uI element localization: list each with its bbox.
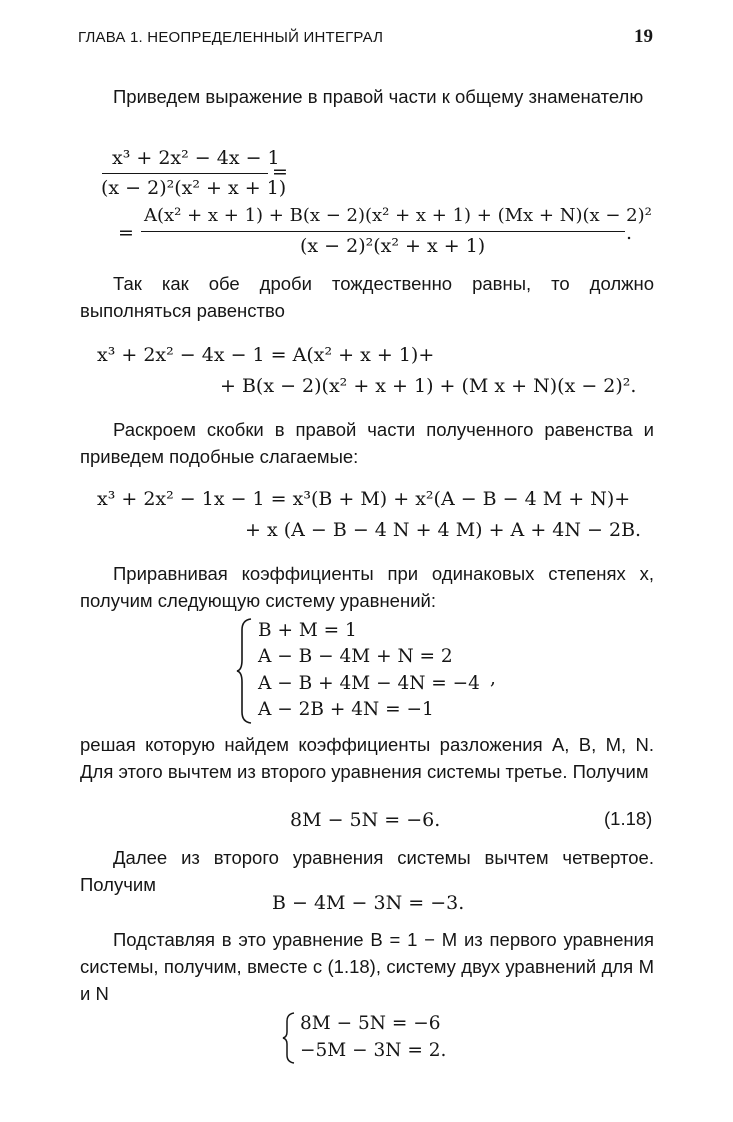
- system1-eq3: A − B + 4M − 4N = −4: [258, 673, 480, 694]
- formula3-line2: + B(x − 2)(x² + x + 1) + (M x + N)(x − 2)².: [220, 375, 637, 397]
- paragraph-subtract-fourth: Далее из второго уравнения системы вычтем четвертое. Получим: [80, 847, 654, 895]
- paragraph-substitute: Подставляя в это уравнение B = 1 − M из первого уравнения системы, получим, вместе с (1.18), систему двух уравнений для M и N: [80, 929, 654, 1004]
- formula2-fraction-bar: [141, 231, 625, 232]
- paragraph-solving: решая которую найдем коэффициенты разложения A, B, M, N. Для этого вычтем из второго уравнения системы третье. Получим: [80, 734, 654, 782]
- formula1-fraction-bar: [102, 173, 268, 174]
- formula4-line2: + x (A − B − 4 N + 4 M) + A + 4N − 2B.: [245, 519, 642, 541]
- formula4-line1: x³ + 2x² − 1x − 1 = x³(B + M) + x²(A − B − 4 M + N)+: [97, 488, 631, 510]
- formula1-numerator: x³ + 2x² − 4x − 1: [112, 147, 280, 169]
- equation-number: (1.18): [604, 808, 653, 829]
- equation-1-18: 8M − 5N = −6.: [290, 809, 441, 831]
- system2-eq2: −5M − 3N = 2.: [300, 1040, 447, 1061]
- paragraph-expand-brackets: Раскроем скобки в правой части полученного равенства и приведем подобные слагаемые:: [80, 419, 654, 467]
- page-header: [78, 26, 653, 50]
- formula1-equals: =: [272, 161, 288, 183]
- system2: [282, 1011, 482, 1065]
- formula2-numerator: A(x² + x + 1) + B(x − 2)(x² + x + 1) + (Mx + N)(x − 2)²: [144, 205, 652, 226]
- system1: [236, 616, 536, 726]
- system1-eq1: B + M = 1: [258, 620, 357, 641]
- formula2-period: .: [626, 222, 633, 244]
- system2-brace: [282, 1011, 296, 1065]
- formula2-equals: =: [118, 222, 134, 244]
- system2-eq1: 8M − 5N = −6: [300, 1013, 441, 1034]
- system1-eq2: A − B − 4M + N = 2: [258, 646, 453, 667]
- formula3-line1: x³ + 2x² − 4x − 1 = A(x² + x + 1)+: [97, 344, 435, 366]
- formula1-denominator: (x − 2)²(x² + x + 1): [101, 177, 287, 199]
- system1-comma: ,: [490, 668, 496, 689]
- equation-b: B − 4M − 3N = −3.: [272, 892, 465, 914]
- system1-brace: [236, 616, 254, 726]
- formula2-denominator: (x − 2)²(x² + x + 1): [300, 235, 486, 257]
- running-title: ГЛАВА 1. НЕОПРЕДЕЛЕННЫЙ ИНТЕГРАЛ: [78, 29, 384, 46]
- paragraph-equate-coefficients: Приравнивая коэффициенты при одинаковых степенях x, получим следующую систему уравнений:: [80, 563, 654, 611]
- paragraph-common-denominator: Приведем выражение в правой части к общему знаменателю: [113, 86, 644, 107]
- page-number: 19: [634, 26, 653, 47]
- paragraph-identity: Так как обе дроби тождественно равны, то должно выполняться равенство: [80, 273, 654, 321]
- system1-eq4: A − 2B + 4N = −1: [258, 699, 434, 720]
